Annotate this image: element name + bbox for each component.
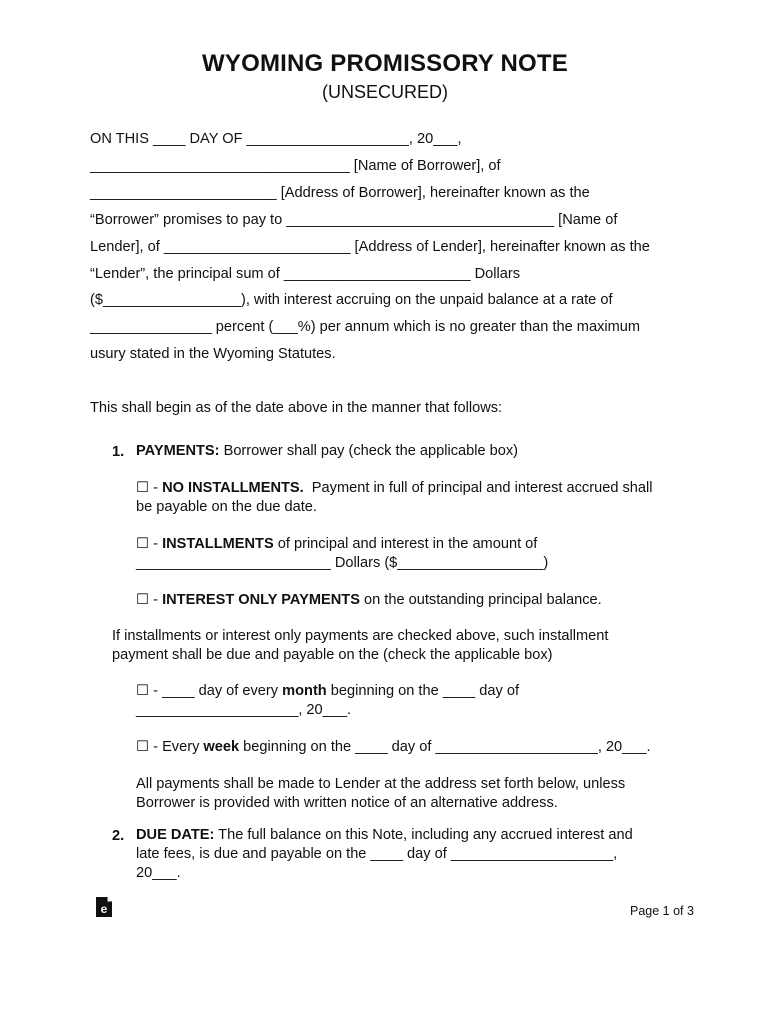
paragraph-line: _______________ percent (___%) per annum which is no greater than the maximum <box>90 319 641 335</box>
option-text: - Every <box>149 739 204 755</box>
option-dash: - <box>149 536 163 552</box>
note-line: All payments shall be made to Lender at the address set forth below, unless <box>136 776 626 792</box>
option-weekly <box>136 738 651 757</box>
section-text-line3: 20___. <box>136 865 181 881</box>
checkbox[interactable]: ☐ <box>136 592 150 608</box>
option-text: - ____ day of every <box>149 683 283 699</box>
section-number: 1. <box>112 444 125 460</box>
checkbox[interactable]: ☐ <box>136 739 150 755</box>
intro-line: This shall begin as of the date above in the manner that follows: <box>90 400 503 416</box>
note-line: Borrower is provided with written notice of an alternative address. <box>136 795 558 811</box>
option-bold-word: month <box>282 683 327 699</box>
eforms-logo-icon <box>95 896 113 918</box>
paragraph-line: usury stated in the Wyoming Statutes. <box>90 346 336 362</box>
paragraph-line: “Lender”, the principal sum of _______________________ Dollars <box>90 266 521 282</box>
option-installments <box>136 535 548 573</box>
paragraph-line: ($_________________), with interest accruing on the unpaid balance at a rate of <box>90 292 613 308</box>
section-heading: DUE DATE: <box>136 827 215 843</box>
option-text: of principal and interest in the amount of <box>273 536 538 552</box>
document-title: WYOMING PROMISSORY NOTE <box>202 50 568 77</box>
option-text: on the outstanding principal balance. <box>359 592 602 608</box>
svg-text:e: e <box>100 902 108 916</box>
option-text-line2: ____________________, 20___. <box>136 702 352 718</box>
paragraph-line: Lender], of _______________________ [Address of Lender], hereinafter known as the <box>90 239 650 255</box>
checkbox[interactable]: ☐ <box>136 536 150 552</box>
document-subtitle: (UNSECURED) <box>322 82 448 102</box>
section-due-date <box>136 826 633 883</box>
option-text-line2: be payable on the due date. <box>136 499 317 515</box>
checkbox[interactable]: ☐ <box>136 683 150 699</box>
option-text: beginning on the ____ day of ____________________, 20___. <box>239 739 651 755</box>
option-text-line2: ________________________ Dollars ($__________________) <box>136 555 549 571</box>
section-number: 2. <box>112 828 125 844</box>
note-line: payment shall be due and payable on the (check the applicable box) <box>112 647 553 663</box>
installment-note <box>112 627 608 665</box>
option-label: INSTALLMENTS <box>162 536 274 552</box>
option-dash: - <box>149 480 163 496</box>
option-monthly <box>136 682 519 720</box>
option-bold-word: week <box>203 739 240 755</box>
section-text: Borrower shall pay (check the applicable box) <box>219 443 519 459</box>
note-line: If installments or interest only payments are checked above, such installment <box>112 628 609 644</box>
section-text-line2: late fees, is due and payable on the ____ day of ____________________, <box>136 846 618 862</box>
section-payments <box>136 442 518 461</box>
option-label: NO INSTALLMENTS. <box>162 480 304 496</box>
section-heading: PAYMENTS: <box>136 443 220 459</box>
paragraph-line: ________________________________ [Name of Borrower], of <box>90 158 501 174</box>
section-text: The full balance on this Note, including any accrued interest and <box>214 827 633 843</box>
option-text: beginning on the ____ day of <box>326 683 520 699</box>
option-interest-only <box>136 591 602 610</box>
paragraph-line: _______________________ [Address of Borrower], hereinafter known as the <box>90 185 590 201</box>
option-no-installments <box>136 479 653 517</box>
option-text: Payment in full of principal and interest accrued shall <box>303 480 653 496</box>
paragraph-line: “Borrower” promises to pay to _________________________________ [Name of <box>90 212 618 228</box>
page-number: Page 1 of 3 <box>630 904 694 918</box>
option-label: INTEREST ONLY PAYMENTS <box>162 592 360 608</box>
option-dash: - <box>149 592 163 608</box>
payments-address-note <box>136 775 625 813</box>
paragraph-line: ON THIS ____ DAY OF ____________________, 20___, <box>90 131 462 147</box>
checkbox[interactable]: ☐ <box>136 480 150 496</box>
